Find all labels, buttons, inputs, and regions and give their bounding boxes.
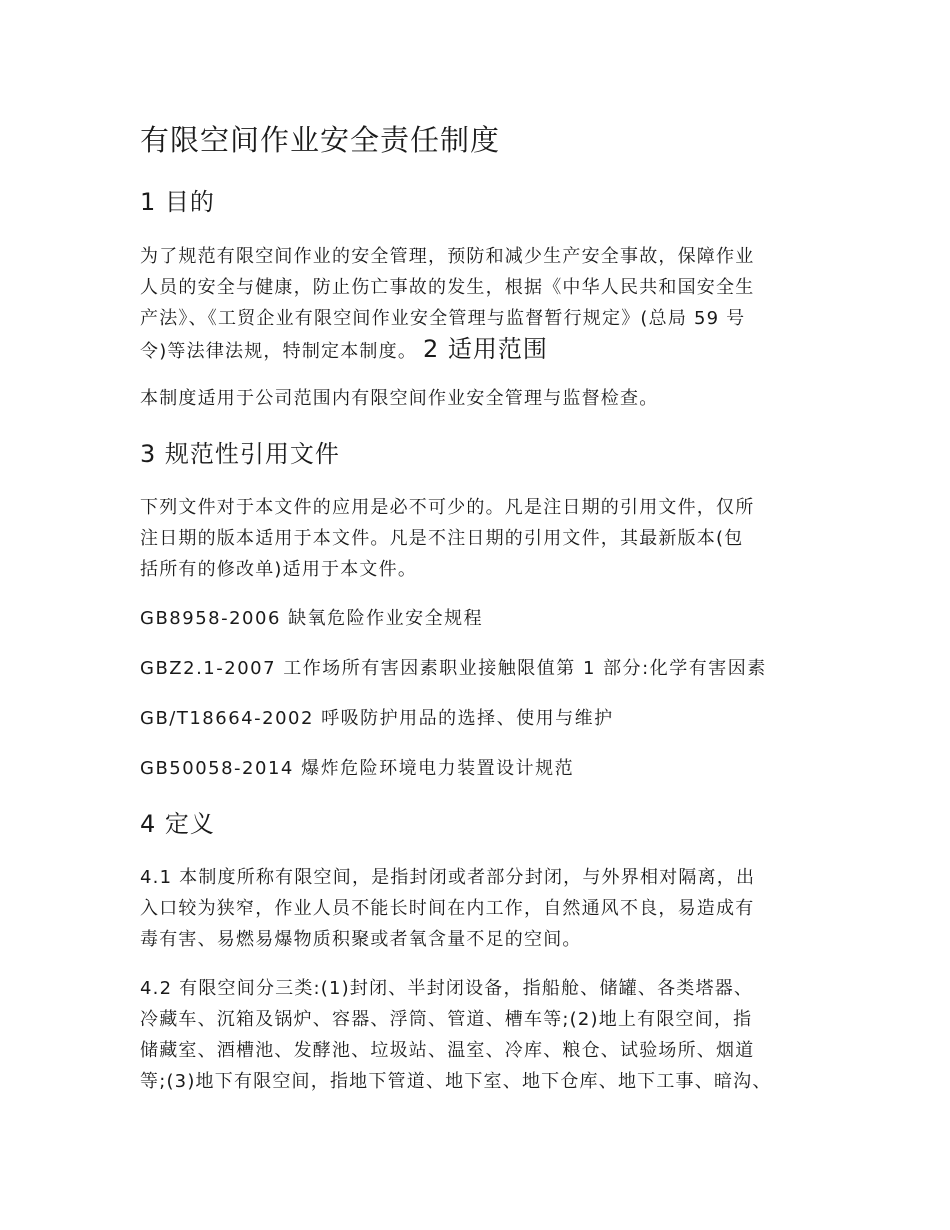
paragraph-line: 毒有害、易燃易爆物质积聚或者氧含量不足的空间。: [140, 929, 582, 950]
section-4-2-paragraph: [140, 973, 820, 1097]
section-4-heading: 4 定义: [140, 810, 215, 838]
paragraph-line-with-inline-heading: [140, 334, 820, 367]
paragraph-line: 人员的安全与健康，防止伤亡事故的发生，根据《中华人民共和国安全生: [140, 277, 755, 298]
paragraph-line: 4.1 本制度所称有限空间，是指封闭或者部分封闭，与外界相对隔离，出: [140, 867, 756, 888]
paragraph-line: 储藏室、酒槽池、发酵池、垃圾站、温室、冷库、粮仓、试验场所、烟道: [140, 1040, 755, 1061]
standard-reference: GB50058-2014 爆炸危险环境电力装置设计规范: [140, 758, 575, 779]
paragraph-line: 4.2 有限空间分三类:(1)封闭、半封闭设备，指船舱、储罐、各类塔器、: [140, 978, 754, 999]
section-3-paragraph: [140, 492, 820, 585]
section-1-paragraph: [140, 241, 820, 367]
paragraph-line: 令)等法律法规，特制定本制度。: [140, 341, 418, 362]
standard-reference: GB/T18664-2002 呼吸防护用品的选择、使用与维护: [140, 708, 614, 729]
standard-reference: GB8958-2006 缺氧危险作业安全规程: [140, 608, 484, 629]
paragraph-line: 冷藏车、沉箱及锅炉、容器、浮筒、管道、槽车等;(2)地上有限空间，指: [140, 1009, 753, 1030]
section-2-paragraph: 本制度适用于公司范围内有限空间作业安全管理与监督检查。: [140, 388, 659, 409]
paragraph-line: 括所有的修改单)适用于本文件。: [140, 559, 418, 580]
section-3-heading: 3 规范性引用文件: [140, 440, 340, 468]
document-title: 有限空间作业安全责任制度: [140, 123, 501, 157]
paragraph-line: 等;(3)地下有限空间，指地下管道、地下室、地下仓库、地下工事、暗沟、: [140, 1071, 772, 1092]
section-4-1-paragraph: [140, 862, 820, 955]
paragraph-line: 入口较为狭窄，作业人员不能长时间在内工作，自然通风不良，易造成有: [140, 898, 755, 919]
paragraph-line: 为了规范有限空间作业的安全管理，预防和减少生产安全事故，保障作业: [140, 246, 755, 267]
paragraph-line: 注日期的版本适用于本文件。凡是不注日期的引用文件，其最新版本(包: [140, 528, 744, 549]
section-2-heading: 2 适用范围: [423, 335, 548, 363]
paragraph-line: 产法》、《工贸企业有限空间作业安全管理与监督暂行规定》(总局 59 号: [140, 308, 746, 329]
standard-reference: GBZ2.1-2007 工作场所有害因素职业接触限值第 1 部分:化学有害因素: [140, 658, 767, 679]
paragraph-line: 下列文件对于本文件的应用是必不可少的。凡是注日期的引用文件，仅所: [140, 497, 755, 518]
section-1-heading: 1 目的: [140, 188, 215, 216]
